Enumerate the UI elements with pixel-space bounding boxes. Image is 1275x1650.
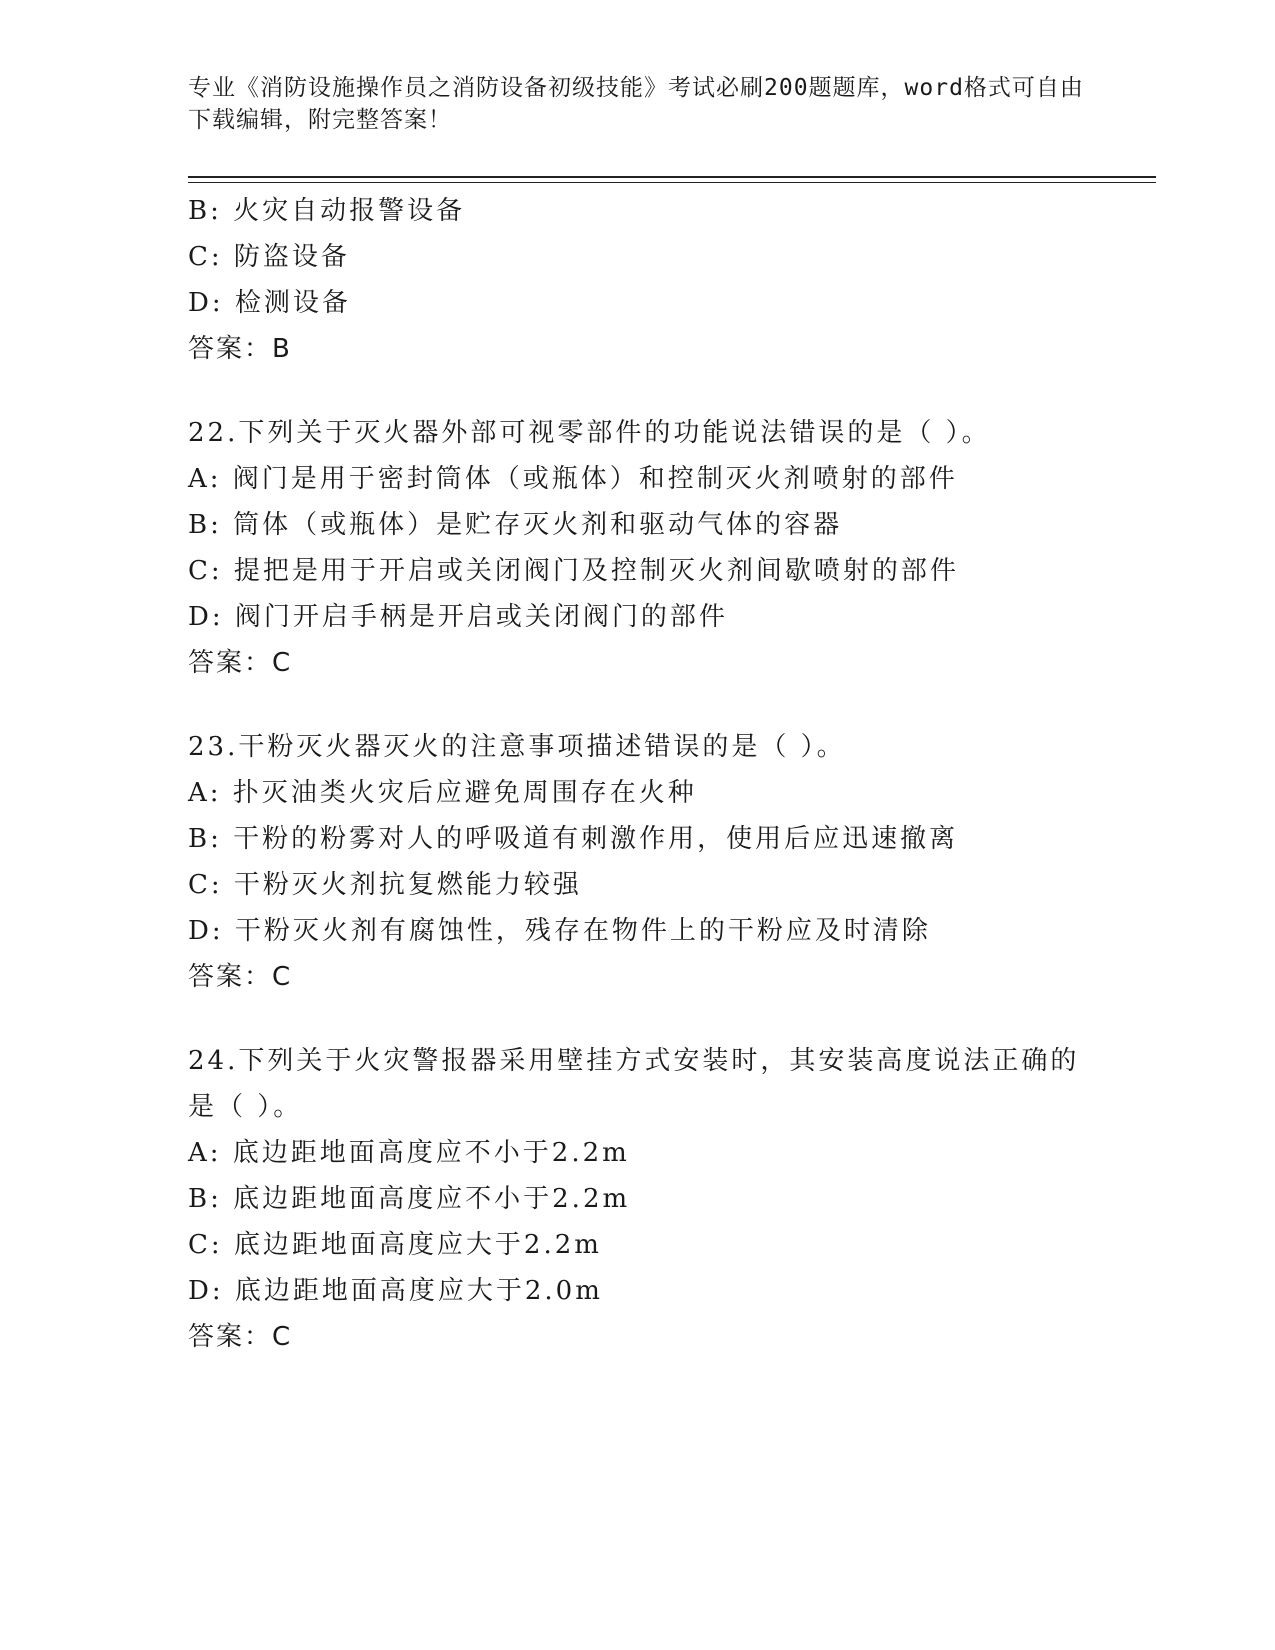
question-23 [188, 724, 1088, 1000]
option-c: C: 提把是用于开启或关闭阀门及控制灭火剂间歇喷射的部件 [188, 556, 959, 586]
answer: 答案：B [188, 334, 292, 364]
header-divider-thick [188, 176, 1156, 178]
question-21 [188, 188, 1088, 372]
answer: 答案：C [188, 962, 293, 992]
option-b: B: 底边距地面高度应不小于2.2m [188, 1184, 631, 1214]
option-d: D: 干粉灭火剂有腐蚀性，残存在物件上的干粉应及时清除 [188, 916, 931, 946]
document-header: 专业《消防设施操作员之消防设备初级技能》考试必刷200题题库，word格式可自由下载编辑，附完整答案！ [188, 75, 1084, 133]
option-d: D: 检测设备 [188, 288, 351, 318]
question-text-line-2: 是（ ）。 [188, 1092, 303, 1122]
question-text-line-1: 24.下列关于火灾警报器采用壁挂方式安装时，其安装高度说法正确的 [188, 1046, 1080, 1076]
question-text: 22.下列关于灭火器外部可视零部件的功能说法错误的是（ ）。 [188, 418, 991, 448]
option-b: B: 火灾自动报警设备 [188, 196, 466, 226]
option-d: D: 底边距地面高度应大于2.0m [188, 1276, 603, 1306]
header-divider-thin [188, 182, 1156, 183]
option-a: A: 扑灭油类火灾后应避免周围存在火种 [188, 778, 697, 808]
option-c: C: 干粉灭火剂抗复燃能力较强 [188, 870, 582, 900]
question-22 [188, 410, 1088, 686]
option-a: A: 阀门是用于密封筒体（或瓶体）和控制灭火剂喷射的部件 [188, 464, 958, 494]
question-text: 23.干粉灭火器灭火的注意事项描述错误的是（ ）。 [188, 732, 846, 762]
option-c: C: 底边距地面高度应大于2.2m [188, 1230, 602, 1260]
option-a: A: 底边距地面高度应不小于2.2m [188, 1138, 630, 1168]
answer: 答案：C [188, 648, 293, 678]
option-c: C: 防盗设备 [188, 242, 350, 272]
question-list [188, 188, 1088, 1360]
option-b: B: 筒体（或瓶体）是贮存灭火剂和驱动气体的容器 [188, 510, 843, 540]
answer: 答案：C [188, 1322, 293, 1352]
question-24 [188, 1038, 1088, 1360]
option-d: D: 阀门开启手柄是开启或关闭阀门的部件 [188, 602, 728, 632]
option-b: B: 干粉的粉雾对人的呼吸道有刺激作用，使用后应迅速撤离 [188, 824, 959, 854]
